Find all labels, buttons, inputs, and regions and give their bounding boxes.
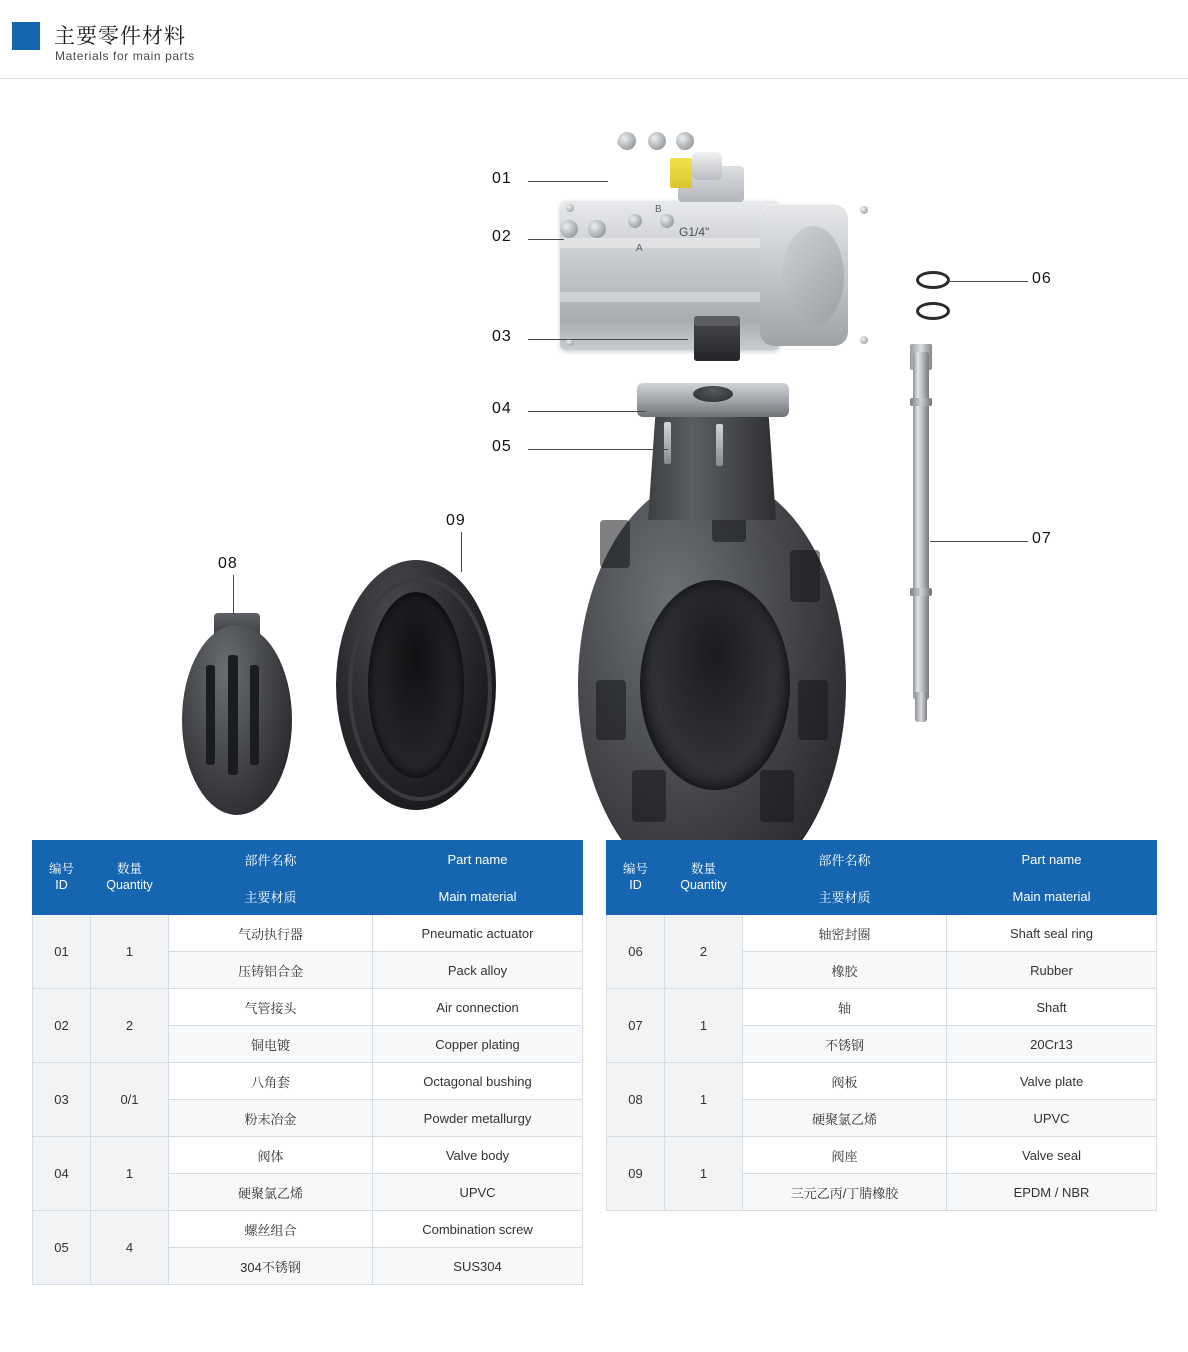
table-row: [33, 1211, 583, 1248]
cell-name-en: Air connection: [373, 989, 583, 1026]
cell-id: 06: [607, 915, 665, 989]
cell-id: 03: [33, 1063, 91, 1137]
cell-qty: 1: [665, 1063, 743, 1137]
header-id-en: ID: [55, 877, 68, 892]
table-row: [607, 989, 1157, 1026]
callout-05-leader: [528, 449, 668, 450]
shaft-groove-2: [910, 588, 932, 596]
callout-07-leader: [930, 541, 1028, 542]
cell-id: 04: [33, 1137, 91, 1211]
table-row: [607, 915, 1157, 952]
valve-plate-slot-3: [206, 665, 215, 765]
callout-01-leader: [528, 181, 608, 182]
cell-material-cn: 304不锈钢: [169, 1248, 373, 1285]
cell-id: 07: [607, 989, 665, 1063]
cell-material-cn: 三元乙丙/丁腈橡胶: [743, 1174, 947, 1211]
cell-id: 05: [33, 1211, 91, 1285]
cell-material-cn: 硬聚氯乙烯: [169, 1174, 373, 1211]
actuator-marking-a: A: [636, 243, 643, 254]
cell-name-cn: 阀体: [169, 1137, 373, 1174]
table-row: [607, 1137, 1157, 1174]
cell-id: 08: [607, 1063, 665, 1137]
page-title-cn: 主要零件材料: [54, 25, 186, 48]
cell-qty: 4: [91, 1211, 169, 1285]
cell-material-cn: 不锈钢: [743, 1026, 947, 1063]
actuator-position-indicator: [670, 158, 692, 188]
cell-name-en: Shaft seal ring: [947, 915, 1157, 952]
valve-body-rib-1: [600, 520, 630, 568]
cell-name-en: Valve plate: [947, 1063, 1157, 1100]
valve-plate-slot-1: [228, 655, 238, 775]
cell-qty: 2: [91, 989, 169, 1063]
air-connection-port-1: [560, 220, 578, 238]
valve-body-rib-3: [790, 550, 820, 602]
cell-name-cn: 阀座: [743, 1137, 947, 1174]
callout-09-leader: [461, 532, 462, 572]
actuator-top-knob: [692, 152, 722, 180]
cell-name-en: Octagonal bushing: [373, 1063, 583, 1100]
cell-name-en: Combination screw: [373, 1211, 583, 1248]
actuator-body-screw-br: [860, 336, 868, 344]
cell-material-cn: 压铸铝合金: [169, 952, 373, 989]
callout-08: 08: [218, 555, 238, 572]
cell-name-cn: 螺丝组合: [169, 1211, 373, 1248]
cell-name-cn: 轴: [743, 989, 947, 1026]
valve-body-rib-4: [596, 680, 626, 740]
valve-seat-bore: [368, 592, 464, 778]
cell-qty: 1: [91, 915, 169, 989]
cell-material-en: UPVC: [373, 1174, 583, 1211]
actuator-adjust-screw-3: [676, 132, 694, 150]
shaft-seal-ring-1: [916, 271, 950, 289]
valve-body-rib-6: [632, 770, 666, 822]
callout-08-leader: [233, 575, 234, 615]
callout-06-leader: [946, 281, 1028, 282]
combination-screw-1: [664, 422, 671, 464]
cell-name-cn: 轴密封圈: [743, 915, 947, 952]
callout-04-leader: [528, 411, 646, 412]
header-quantity-cn: 数量: [116, 861, 142, 876]
cell-id: 09: [607, 1137, 665, 1211]
cell-material-cn: 粉末冶金: [169, 1100, 373, 1137]
cell-name-en: Valve seal: [947, 1137, 1157, 1174]
valve-body-bore: [640, 580, 790, 790]
table-row: [33, 1063, 583, 1100]
cell-name-en: Valve body: [373, 1137, 583, 1174]
cell-qty: 1: [665, 1137, 743, 1211]
callout-05: 05: [492, 438, 512, 455]
combination-screw-2: [716, 424, 723, 466]
actuator-adjust-screw-1: [618, 132, 636, 150]
table-row: [607, 1063, 1157, 1100]
exploded-view-diagram: [0, 80, 1188, 830]
header-id: [33, 841, 91, 915]
cell-material-en: 20Cr13: [947, 1026, 1157, 1063]
cell-name-en: Shaft: [947, 989, 1157, 1026]
header-quantity: [665, 841, 743, 915]
header-part-name-cn: 部件名称: [743, 841, 947, 878]
valve-plate-slot-2: [250, 665, 259, 765]
actuator-port-b: [628, 214, 642, 228]
header-divider: [0, 78, 1188, 79]
table-row: [33, 1137, 583, 1174]
header-id-cn: 编号: [48, 861, 74, 876]
shaft-tip: [915, 692, 927, 722]
cell-name-cn: 气管接头: [169, 989, 373, 1026]
cell-name-cn: 气动执行器: [169, 915, 373, 952]
header-part-name-en: Part name: [373, 841, 583, 878]
callout-04: 04: [492, 400, 512, 417]
header-material-en: Main material: [947, 878, 1157, 915]
table-header-row: [607, 841, 1157, 878]
cell-id: 02: [33, 989, 91, 1063]
header-material-en: Main material: [373, 878, 583, 915]
header-part-name-en: Part name: [947, 841, 1157, 878]
cell-material-cn: 硬聚氯乙烯: [743, 1100, 947, 1137]
cell-material-en: Powder metallurgy: [373, 1100, 583, 1137]
cell-material-cn: 橡胶: [743, 952, 947, 989]
header-id-en: ID: [629, 877, 642, 892]
shaft-groove-1: [910, 398, 932, 406]
cell-material-en: Rubber: [947, 952, 1157, 989]
air-connection-port-2: [588, 220, 606, 238]
actuator-body-screw-tl: [566, 204, 574, 212]
header-material-cn: 主要材质: [743, 878, 947, 915]
header-quantity-cn: 数量: [690, 861, 716, 876]
cell-material-en: Copper plating: [373, 1026, 583, 1063]
cell-material-cn: 铜电镀: [169, 1026, 373, 1063]
header-accent-mark: [12, 22, 40, 50]
octagonal-bushing-top: [694, 316, 740, 326]
valve-top-flange-bore: [693, 386, 733, 402]
callout-03-leader: [528, 339, 688, 340]
callout-02-leader: [528, 239, 564, 240]
cell-qty: 1: [665, 989, 743, 1063]
header-part-name-cn: 部件名称: [169, 841, 373, 878]
cell-qty: 2: [665, 915, 743, 989]
cell-material-en: Pack alloy: [373, 952, 583, 989]
table-row: [33, 989, 583, 1026]
callout-09: 09: [446, 512, 466, 529]
header-id-cn: 编号: [622, 861, 648, 876]
table-header-row: [33, 841, 583, 878]
cell-id: 01: [33, 915, 91, 989]
shaft-seal-ring-2: [916, 302, 950, 320]
header-id: [607, 841, 665, 915]
callout-07: 07: [1032, 530, 1052, 547]
actuator-band-upper: [560, 238, 780, 248]
valve-body-rib-5: [798, 680, 828, 740]
actuator-end-cap-disc: [782, 226, 844, 326]
cell-qty: 1: [91, 1137, 169, 1211]
callout-03: 03: [492, 328, 512, 345]
cell-material-en: EPDM / NBR: [947, 1174, 1157, 1211]
page-title-en: Materials for main parts: [55, 49, 195, 63]
callout-01: 01: [492, 170, 512, 187]
table-row: [33, 915, 583, 952]
actuator-marking-thread: G1/4": [679, 225, 710, 239]
actuator-adjust-screw-2: [648, 132, 666, 150]
header-material-cn: 主要材质: [169, 878, 373, 915]
header-quantity: [91, 841, 169, 915]
actuator-band-lower: [560, 292, 780, 302]
callout-06: 06: [1032, 270, 1052, 287]
header-quantity-en: Quantity: [106, 877, 153, 892]
cell-name-cn: 八角套: [169, 1063, 373, 1100]
callout-02: 02: [492, 228, 512, 245]
cell-material-en: UPVC: [947, 1100, 1157, 1137]
header-quantity-en: Quantity: [680, 877, 727, 892]
materials-table-left: [32, 840, 583, 1285]
actuator-port-a: [660, 214, 674, 228]
page-header: [0, 0, 1188, 80]
actuator-marking-b: B: [655, 204, 662, 215]
materials-table-right: [606, 840, 1157, 1211]
valve-body-rib-7: [760, 770, 794, 822]
cell-name-en: Pneumatic actuator: [373, 915, 583, 952]
cell-name-cn: 阀板: [743, 1063, 947, 1100]
cell-material-en: SUS304: [373, 1248, 583, 1285]
octagonal-bushing: [694, 321, 740, 361]
actuator-body-screw-tr: [860, 206, 868, 214]
cell-qty: 0/1: [91, 1063, 169, 1137]
